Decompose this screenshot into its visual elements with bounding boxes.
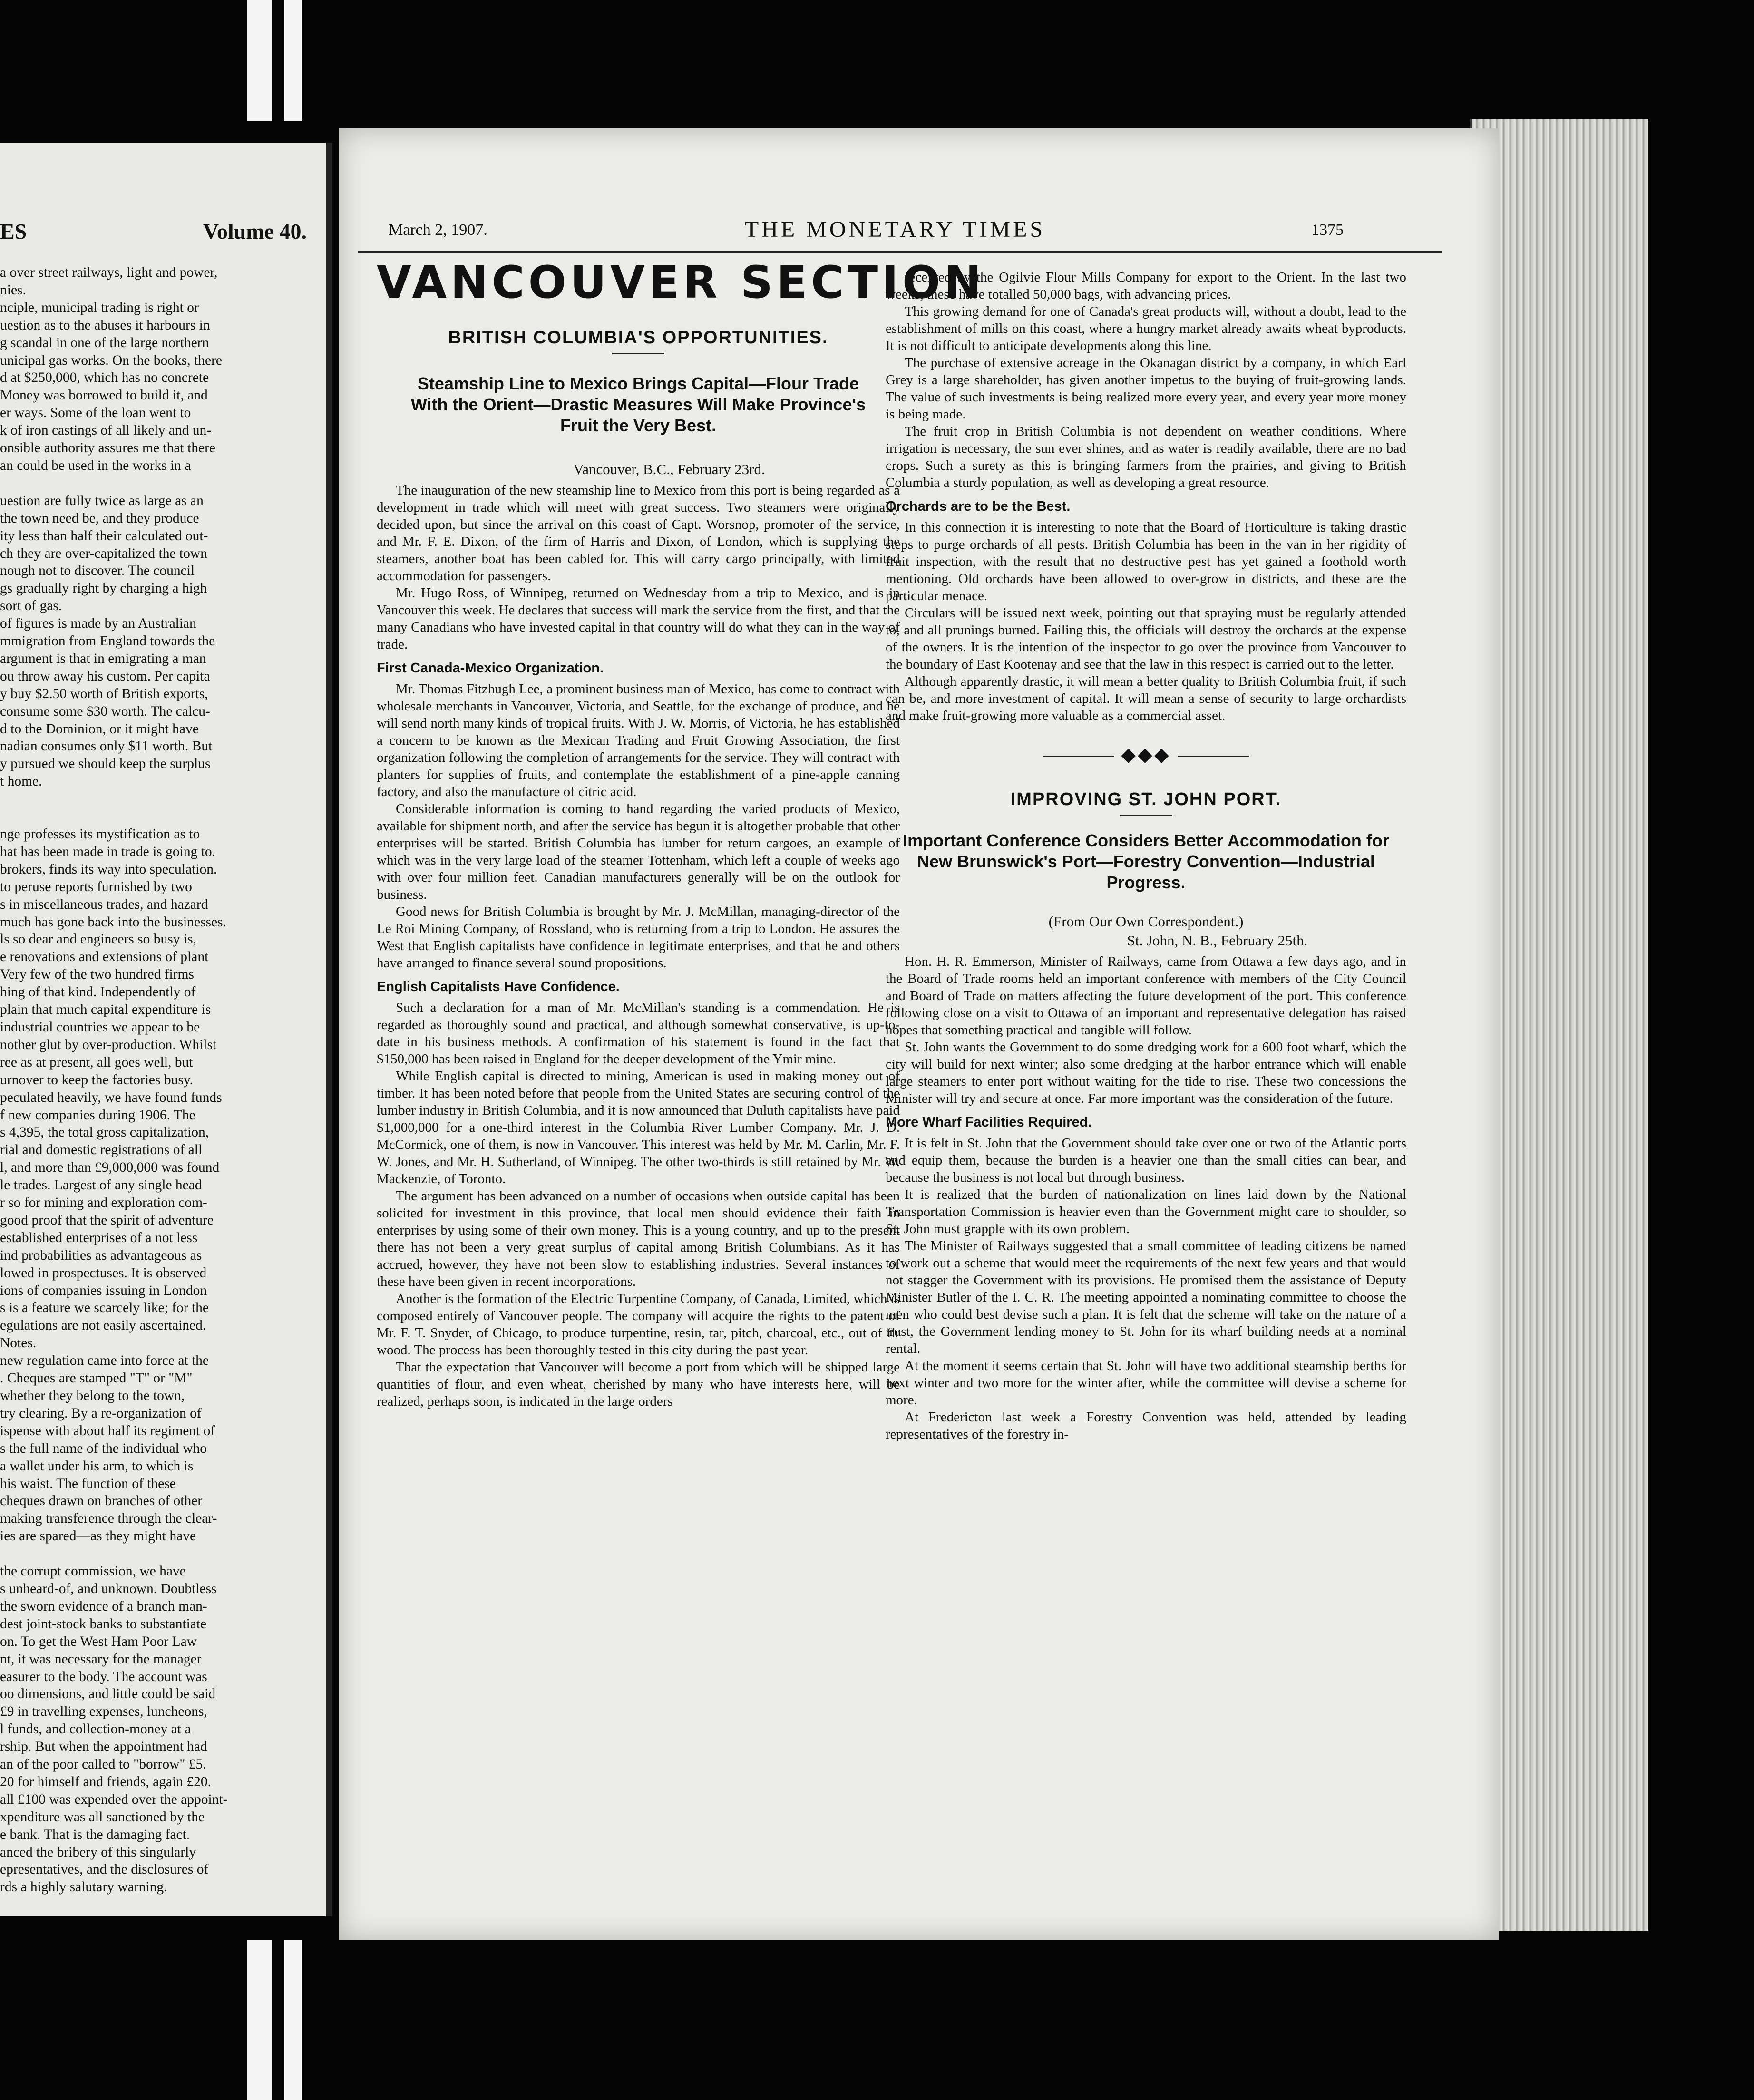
left-page-line: nies. — [0, 282, 26, 298]
left-page-line: Money was borrowed to build it, and — [0, 388, 208, 403]
left-page-line: nough not to discover. The council — [0, 563, 195, 579]
left-page-line: whether they belong to the town, — [0, 1388, 185, 1403]
article-deck: Important Conference Considers Better Accommodation for New Brunswick's Port—Forestry Convention—Industrial Progress. — [903, 831, 1389, 892]
left-page-line: hat has been made in trade is going to. — [0, 844, 216, 859]
top-film-mark-2 — [284, 0, 302, 121]
left-page-line: consume some $30 worth. The calcu- — [0, 703, 210, 719]
left-page-line: established enterprises of a not less — [0, 1230, 198, 1245]
article-paragraph: Another is the formation of the Electric Turpentine Company, of Canada, Limited, which is composed entirely of Vancouver people. The company will acquire the rights to the patent of Mr. F. T. Snyder, of Chicago, to produce turpentine, resin, tar, pitch, charcoal, etc., out of fir wood. The process has been thoroughly tested in this city during the past year. — [377, 1291, 900, 1358]
left-page-line: y buy $2.50 worth of British exports, — [0, 686, 208, 701]
left-page-line: lowed in prospectuses. It is observed — [0, 1265, 207, 1281]
left-page-line: unicipal gas works. On the books, there — [0, 352, 222, 368]
subheading: First Canada-Mexico Organization. — [377, 661, 604, 676]
left-page-line: e renovations and extensions of plant — [0, 949, 209, 965]
left-page-line: s is a feature we scarcely like; for the — [0, 1300, 209, 1316]
section-ornament: ◆◆◆ — [886, 743, 1406, 766]
article-dateline: Vancouver, B.C., February 23rd. — [573, 461, 765, 477]
heading-rule — [612, 353, 664, 354]
article-paragraph: While English capital is directed to mining, American is used in making money out of timber. It has been noted before that people from the United States are securing control of the lumber industry in British Columbia, and it is now announced that Duluth capitalists have paid $1,000,000 for a one-third interest in the Columbia River Lumber Company. Mr. J. D. McCormick, one of them, is now in Vancouver. This interest was held by Mr. M. Carlin, Mr. F. W. Jones, and Mr. H. Sutherland, of Winnipeg. The other two-thirds is still retained by Mr. W. Mackenzie, of Toronto. — [377, 1069, 900, 1186]
article-paragraph: The fruit crop in British Columbia is not dependent on weather conditions. Where irrigation is necessary, the sun ever shines, and as water is readily available, there are no bad crops. Such a surety as this is bringing farmers from the prairies, and giving to British Columbia a sturdy population, as well as developing a great resource. — [886, 424, 1406, 490]
left-page-line: new regulation came into force at the — [0, 1353, 209, 1369]
article-paragraph: St. John wants the Government to do some dredging work for a 600 foot wharf, which the city will build for next winter; also some dredging at the harbor entrance which will enable large steamers to enter port without waiting for the tide to rise. These two concessions the Minister will try and secure at once. Far more important was the consideration of the future. — [886, 1040, 1406, 1106]
subheading: English Capitalists Have Confidence. — [377, 979, 620, 994]
left-page-line: rship. But when the appointment had — [0, 1739, 207, 1755]
left-page-line: uestion are fully twice as large as an — [0, 493, 204, 508]
left-page-line: try clearing. By a re-organization of — [0, 1405, 202, 1421]
left-page-line: r so for mining and exploration com- — [0, 1195, 207, 1211]
left-page-line: nadian consumes only $11 worth. But — [0, 739, 213, 754]
left-page-line: gs gradually right by charging a high — [0, 581, 207, 596]
left-page-line: egulations are not easily ascertained. — [0, 1318, 206, 1333]
left-page-line: ies are spared—as they might have — [0, 1528, 196, 1544]
left-page-line: urnover to keep the factories busy. — [0, 1072, 194, 1088]
left-page-line: hing of that kind. Independently of — [0, 984, 196, 1000]
paragraph-group — [886, 519, 1406, 724]
left-page-line: rial and domestic registrations of all — [0, 1142, 203, 1158]
left-page-line: epresentatives, and the disclosures of — [0, 1862, 209, 1877]
left-page-line: mmigration from England towards the — [0, 633, 215, 649]
left-page-line: an could be used in the works in a — [0, 457, 191, 473]
paragraph-group — [886, 1135, 1406, 1443]
top-film-mark — [247, 0, 272, 121]
left-page-line: dest joint-stock banks to substantiate — [0, 1616, 207, 1632]
left-page-line: nciple, municipal trading is right or — [0, 300, 199, 315]
running-head-rule — [358, 251, 1442, 253]
article-paragraph: It is realized that the burden of nationalization on lines laid down by the National Transportation Commission is heavier even than the Government might care to shoulder, so St. John must grapple with its own problem. — [886, 1187, 1406, 1236]
left-page-line: le trades. Largest of any single head — [0, 1177, 202, 1193]
left-page-line: uestion as to the abuses it harbours in — [0, 317, 210, 333]
subheading: More Wharf Facilities Required. — [886, 1115, 1092, 1130]
article-paragraph: Mr. Hugo Ross, of Winnipeg, returned on Wednesday from a trip to Mexico, and is in Vancouver this week. He declares that success will mark the service from the first, and that the many Canadians who have invested capital in that country will do what they can in the way of trade. — [377, 585, 900, 652]
left-page-line — [0, 790, 309, 808]
left-page-header — [0, 219, 326, 247]
article-paragraph: It is felt in St. John that the Government should take over one or two of the Atlantic ports and equip them, because the burden is a heavier one than the small cities can bear, and because the business is not local but through business. — [886, 1136, 1406, 1185]
subheading: Orchards are to be the Best. — [886, 499, 1071, 514]
paragraph-group — [377, 999, 900, 1410]
left-page-line: of figures is made by an Australian — [0, 616, 196, 632]
left-page-line: s in miscellaneous trades, and hazard — [0, 896, 208, 912]
left-page-line: to peruse reports furnished by two — [0, 879, 192, 894]
left-page-line: e bank. That is the damaging fact. — [0, 1827, 190, 1842]
left-page-volume: Volume 40. — [203, 219, 307, 243]
left-page-header-title: ES — [0, 219, 27, 243]
running-head-date: March 2, 1907. — [389, 221, 487, 239]
left-page-line: onsible authority assures me that there — [0, 440, 216, 456]
left-facing-page — [0, 143, 332, 1916]
left-page-line: d at $250,000, which has no concrete — [0, 370, 209, 386]
section-banner: VANCOUVER SECTION — [377, 257, 985, 309]
left-page-line: argument is that in emigrating a man — [0, 651, 206, 666]
article-paragraph: This growing demand for one of Canada's great products will, without a doubt, lead to the establishment of mills on this coast, where a hungry market already awaits wheat byproducts. It is not difficult to anticipate developments along this line. — [886, 304, 1406, 353]
article-dateline: St. John, N. B., February 25th. — [1127, 932, 1308, 949]
left-page-line: ch they are over-capitalized the town — [0, 545, 207, 561]
left-page-line: ls so dear and engineers so busy is, — [0, 932, 196, 947]
left-page-line: the town need be, and they produce — [0, 510, 199, 526]
bottom-film-mark — [247, 1940, 272, 2100]
paragraph-group — [377, 681, 900, 972]
left-page-line: rds a highly salutary warning. — [0, 1879, 167, 1895]
paragraph-group — [886, 953, 1406, 1107]
running-head-title: THE MONETARY TIMES — [744, 217, 1046, 242]
left-page-line: brokers, finds its way into speculation. — [0, 861, 217, 877]
left-page-line — [0, 1545, 309, 1563]
left-page-line: the sworn evidence of a branch man- — [0, 1598, 207, 1614]
article-byline: (From Our Own Correspondent.) — [1048, 913, 1244, 930]
left-page-line: £9 in travelling expenses, luncheons, — [0, 1704, 207, 1720]
article-paragraph: Good news for British Columbia is brought by Mr. J. McMillan, managing-director of the Le Roi Mining Company, of Rossland, who is returning from a trip to London. He assures the West that English capitalists have confidence in legitimate enterprises, and that he and others have arranged to finance several sound propositions. — [377, 904, 900, 971]
article-heading: BRITISH COLUMBIA'S OPPORTUNITIES. — [448, 328, 828, 348]
left-page-line: ree as at present, all goes well, but — [0, 1054, 193, 1070]
left-page-line: sort of gas. — [0, 598, 62, 614]
paragraph-group — [886, 269, 1406, 491]
heading-rule — [1120, 815, 1172, 816]
article-paragraph: The Minister of Railways suggested that a small committee of leading citizens be named to work out a scheme that would meet the requirements of the next few years and that would not stagger the Government with its provisions. He promised them the assistance of Deputy Minister Butler of the I. C. R. The meeting appointed a nominating committee to choose the men who could best devise such a plan. It is felt that the scheme will take on the nature of a trust, the Government lending money to St. John for its wharf building needs at a nominal rental. — [886, 1238, 1406, 1356]
left-page-line: . Cheques are stamped "T" or "M" — [0, 1371, 193, 1386]
article-paragraph: That the expectation that Vancouver will become a port from which will be shipped large quantities of flour, and even wheat, cherished by many who have interests here, will be realized, perhaps soon, is indicated in the large orders — [377, 1360, 900, 1409]
left-page-line: ions of companies issuing in London — [0, 1283, 207, 1298]
left-page-line: ou throw away his custom. Per capita — [0, 668, 210, 684]
left-page-line: k of iron castings of all likely and un- — [0, 423, 212, 438]
left-page-line: xpenditure was all sanctioned by the — [0, 1809, 205, 1825]
left-page-line: his waist. The function of these — [0, 1476, 176, 1491]
left-page-text — [0, 264, 309, 1896]
left-page-line: a wallet under his arm, to which is — [0, 1458, 194, 1474]
article-paragraph: The argument has been advanced on a number of occasions when outside capital has been solicited for investment in this province, that local men should evidence their faith in enterprises by using some of their own money. This is a young country, and up to the present there has not been a very great surplus of capital among British Columbians. As it has accrued, however, they have not been slow to establishing industries. Several instances of these have been given in recent incorporations. — [377, 1188, 900, 1289]
article-paragraph: At Fredericton last week a Forestry Convention was held, attended by leading representatives of the forestry in- — [886, 1410, 1406, 1442]
article-paragraph: Such a declaration for a man of Mr. McMillan's standing is a commendation. He is regarded as thoroughly sound and practical, and although somewhat conservative, is up-to-date in his business methods. A confirmation of his statement is found in the fact that $150,000 has been raised in England for the deeper development of the Ymir mine. — [377, 1000, 900, 1067]
left-page-line: the corrupt commission, we have — [0, 1564, 186, 1579]
left-page-line: making transference through the clear- — [0, 1511, 217, 1526]
left-page-line: t home. — [0, 774, 42, 789]
article-paragraph: Circulars will be issued next week, pointing out that spraying must be regularly attended to, and all prunings burned. Failing this, the officials will destroy the orchards at the expense of the owners. It is the intention of the inspector to go over the province from Vancouver to the boundary of East Kootenay and see that the law in this respect is carried out to the letter. — [886, 605, 1406, 672]
article-paragraph: In this connection it is interesting to note that the Board of Horticulture is taking drastic steps to purge orchards of all pests. British Columbia has been in the van in her rigidity of fruit inspection, with the result that no destructive pest has yet gained a foothold worth mentioning. Old orchards have been allowed to over-grow in districts, and these are the particular menace. — [886, 520, 1406, 603]
left-page-line: y pursued we should keep the surplus — [0, 756, 211, 772]
left-page-line — [0, 808, 309, 826]
article-paragraph: Mr. Thomas Fitzhugh Lee, a prominent business man of Mexico, has come to contract with wholesale merchants in Vancouver, Victoria, and Seattle, for the exchange of produce, and he will send north many kinds of tropical fruits. With J. W. Morris, of Victoria, he has established a concern to be known as the Mexican Trading and Fruit Growing Association, the first organization following the completion of arrangements for the service. They will contract with planters for supplies of fruits, and contemplate the establishment of a pine-apple canning factory, and also the manufacture of citric acid. — [377, 681, 900, 799]
left-page-line: easurer to the body. The account was — [0, 1669, 207, 1684]
left-page-line: s 4,395, the total gross capitalization, — [0, 1125, 209, 1140]
left-page-line: Notes. — [0, 1335, 37, 1351]
paragraph-group — [377, 482, 900, 653]
left-page-line: nother glut by over-production. Whilst — [0, 1037, 217, 1052]
article-paragraph: Hon. H. R. Emmerson, Minister of Railways, came from Ottawa a few days ago, and in the Board of Trade rooms held an important conference with members of the City Council and Board of Trade on matters affecting the future development of the port. This conference following close on a visit to Ottawa of an important and representative delegation has raised hopes that something practical and tangible will follow. — [886, 954, 1406, 1038]
left-page-line: an of the poor called to "borrow" £5. — [0, 1757, 206, 1772]
article-paragraph: The inauguration of the new steamship line to Mexico from this port is being regarded as a development in trade which will meet with great success. Two steamers were originally decided upon, but since the arrival on this coast of Capt. Worsnop, promoter of the service, and Mr. F. E. Dixon, of the firm of Harris and Dixon, of London, which is supplying the steamers, another boat has been cabled for. This will carry cargo principally, with limited accommodation for passengers. — [377, 483, 900, 583]
article-heading: IMPROVING ST. JOHN PORT. — [1010, 789, 1282, 809]
left-page-line: nt, it was necessary for the manager — [0, 1651, 202, 1667]
article-paragraph: The purchase of extensive acreage in the Okanagan district by a company, in which Earl Grey is a large shareholder, has given another impetus to the buying of fruit-growing lands. The value of such investments is being realized more every year, and every year more money is being made. — [886, 355, 1406, 422]
left-page-line: cheques drawn on branches of other — [0, 1493, 203, 1509]
left-page-line: d to the Dominion, or it might have — [0, 721, 199, 737]
left-page-line: 20 for himself and friends, again £20. — [0, 1774, 212, 1789]
left-page-line: g scandal in one of the large northern — [0, 335, 209, 350]
left-page-line: on. To get the West Ham Poor Law — [0, 1633, 197, 1649]
left-page-line: a over street railways, light and power, — [0, 265, 218, 280]
left-page-line: all £100 was expended over the appoint- — [0, 1791, 228, 1807]
article-paragraph: Although apparently drastic, it will mean a better quality to British Columbia fruit, if such can be, and more investment of capital. It will mean a sense of security to large orchardists and make fruit-growing more valuable as a commercial asset. — [886, 674, 1406, 723]
bottom-film-mark-2 — [284, 1940, 302, 2100]
left-page-line: peculated heavily, we have found funds — [0, 1089, 222, 1105]
article-paragraph: At the moment it seems certain that St. John will have two additional steamship berths for next winter and two more for the winter after, while the committee will devise a scheme for more. — [886, 1358, 1406, 1408]
page-number: 1375 — [1311, 221, 1344, 239]
left-page-line: Very few of the two hundred firms — [0, 967, 194, 982]
left-page-line: oo dimensions, and little could be said — [0, 1686, 216, 1702]
left-page-line: s unheard-of, and unknown. Doubtless — [0, 1581, 217, 1596]
left-page-line: f new companies during 1906. The — [0, 1107, 195, 1123]
article-deck: Steamship Line to Mexico Brings Capital—Flour Trade With the Orient—Drastic Measures Will Make Province's Fruit the Very Best. — [410, 374, 866, 435]
left-page-line: s the full name of the individual who — [0, 1440, 207, 1456]
article-paragraph: received by the Ogilvie Flour Mills Company for export to the Orient. In the last two weeks, these have totalled 50,000 bags, with advancing prices. — [886, 270, 1406, 302]
left-page-line: nge professes its mystification as to — [0, 826, 200, 842]
left-page-line: much has gone back into the businesses. — [0, 914, 227, 930]
left-page-line: plain that much capital expenditure is — [0, 1002, 211, 1018]
left-page-line — [0, 475, 309, 492]
left-page-line: anced the bribery of this singularly — [0, 1844, 196, 1860]
left-page-line: ity less than half their calculated out- — [0, 528, 208, 544]
left-page-line: ispense with about half its regiment of — [0, 1423, 215, 1439]
column-right — [886, 269, 1406, 1443]
left-page-line: l, and more than £9,000,000 was found — [0, 1160, 220, 1176]
left-page-line: good proof that the spirit of adventure — [0, 1212, 214, 1228]
left-page-line: er ways. Some of the loan went to — [0, 405, 191, 421]
main-page — [339, 128, 1499, 1940]
article-paragraph: Considerable information is coming to hand regarding the varied products of Mexico, available for shipment north, and after the service has begun it is altogether probable that other enterprises will be started. British Columbia has lumber for return cargoes, an example of which was in the very large load of the steamer Tottenham, which left a couple of weeks ago with over four million feet. Canadian manufacturers generally will be on the outlook for business. — [377, 801, 900, 902]
left-page-line: l funds, and collection-money at a — [0, 1721, 191, 1737]
left-page-line: industrial countries we appear to be — [0, 1019, 200, 1035]
left-page-line: ind probabilities as advantageous as — [0, 1247, 202, 1263]
